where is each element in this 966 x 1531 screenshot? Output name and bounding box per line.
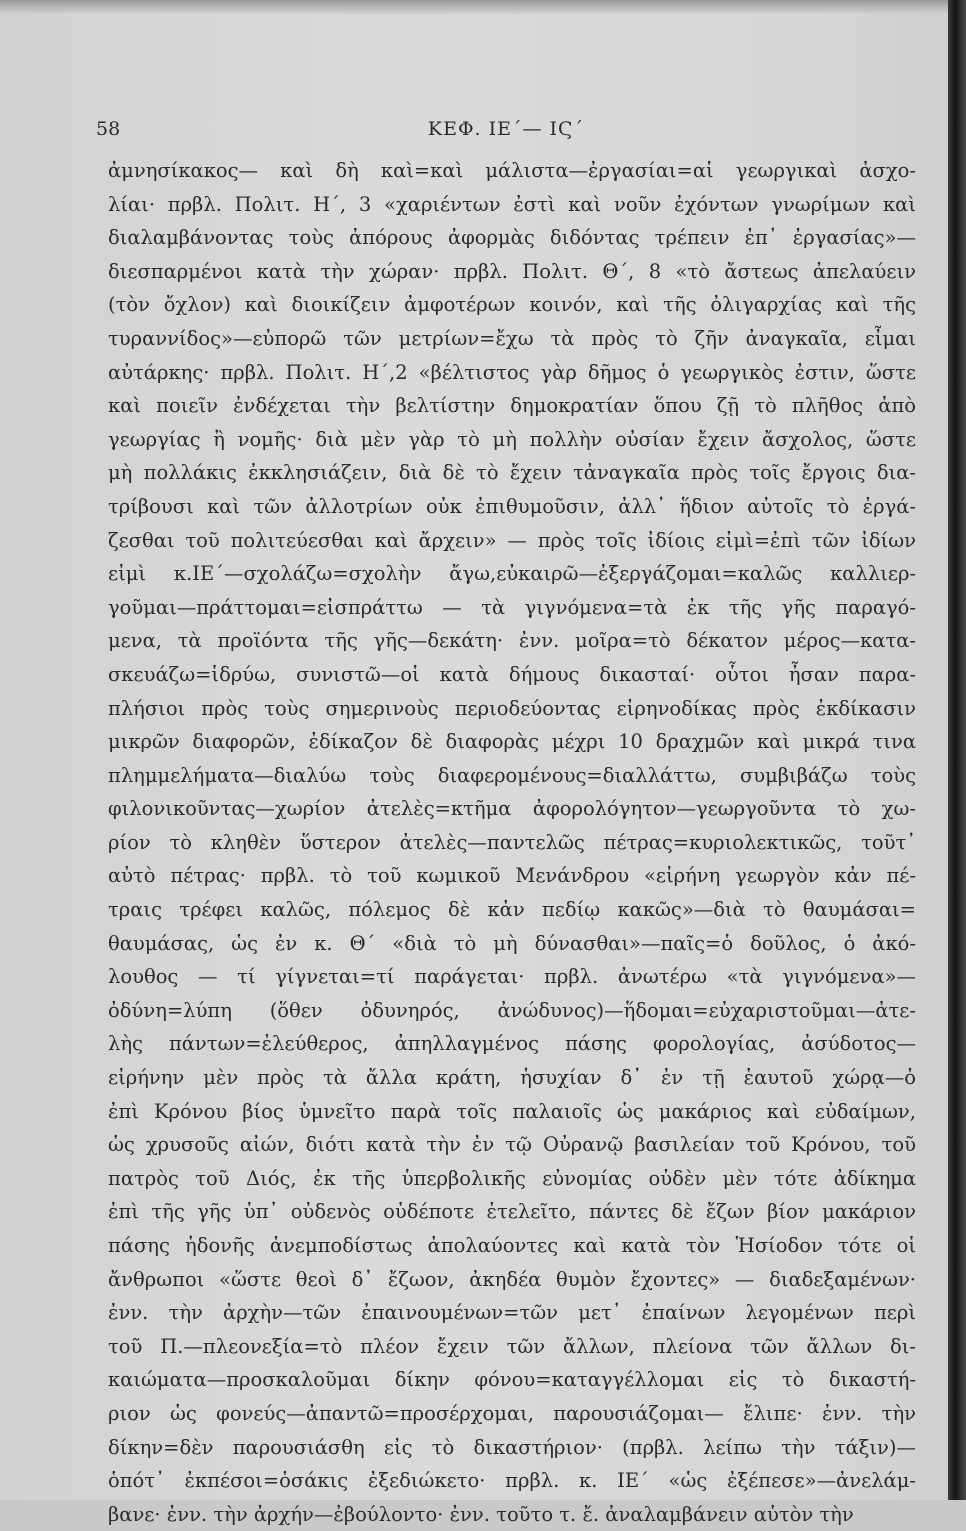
text-line: ζεσθαι τοῦ πολιτεύεσθαι καὶ ἄρχειν» — πρὸς τοῖς ἰδίοις εἰμὶ=ἐπὶ τῶν ἰδίων (108, 528, 916, 552)
text-line: δίκην=δὲν παρουσιάσθη εἰς τὸ δικαστήριον· (πρβλ. λείπω τὴν τάξιν)— (108, 1435, 916, 1459)
text-line: θαυμάσας, ὡς ἐν κ. Θ΄ «διὰ τὸ μὴ δύνασθαι»—παῖς=ὁ δοῦλος, ὁ ἀκό- (108, 931, 916, 955)
text-line: γεωργίας ἢ νομῆς· διὰ μὲν γὰρ τὸ μὴ πολλὴν οὐσίαν ἔχειν ἄσχολος, ὥστε (108, 427, 916, 451)
text-line: λὴς πάντων=ἐλεύθερος, ἀπηλλαγμένος πάσης φορολογίας, ἀσύδοτος— (108, 1032, 916, 1056)
text-line: (τὸν ὄχλον) καὶ διοικίζειν ἀμφοτέρων κοινόν, καὶ τῆς ὀλιγαρχίας καὶ τῆς (108, 293, 916, 317)
text-line: ἐπὶ Κρόνου βίος ὑμνεῖτο παρὰ τοῖς παλαιοῖς ὡς μακάριος καὶ εὐδαίμων, (108, 1099, 916, 1123)
text-line: ἄνθρωποι «ὥστε θεοὶ δ᾽ ἔζωον, ἀκηδέα θυμὸν ἔχοντες» — διαδεξαμένων· (108, 1267, 916, 1291)
text-line: ἐπὶ τῆς γῆς ὑπ᾽ οὐδενὸς οὐδέποτε ἐτελεῖτο, πάντες δὲ ἔζων βίον μακάριον (108, 1200, 916, 1224)
text-line: αὐτὸ πέτρας· πρβλ. τὸ τοῦ κωμικοῦ Μενάνδρου «εἰρήνη γεωργὸν κἀν πέ- (108, 864, 916, 888)
text-line: ἐνν. τὴν ἀρχὴν—τῶν ἐπαινουμένων=τῶν μετ᾽ ἐπαίνων λεγομένων περὶ (108, 1301, 916, 1325)
text-line: τοῦ Π.—πλεονεξία=τὸ πλέον ἔχειν τῶν ἄλλων, πλείονα τῶν ἄλλων δι- (108, 1334, 916, 1358)
page-number: 58 (96, 118, 121, 140)
running-head: ΚΕΦ. ΙΕ΄— ΙϚ΄ (427, 118, 585, 140)
text-line: καιώματα—προσκαλοῦμαι δίκην φόνου=καταγγέλλομαι εἰς τὸ δικαστή- (108, 1368, 916, 1392)
text-line: ριον ὡς φονεύς—ἀπαντῶ=προσέρχομαι, παρουσιάζομαι— ἔλιπε· ἐνν. τὴν (108, 1401, 916, 1425)
text-line: τραις τρέφει καλῶς, πόλεμος δὲ κἀν πεδίῳ κακῶς»—διὰ τὸ θαυμάσαι= (108, 898, 916, 922)
text-line: πλήσιοι πρὸς τοὺς σημερινοὺς περιοδεύοντας εἰρηνοδίκας πρὸς ἐκδίκασιν (108, 696, 916, 720)
text-line: διεσπαρμένοι κατὰ τὴν χώραν· πρβλ. Πολιτ. Θ΄, 8 «τὸ ἄστεως ἀπελαύειν (108, 259, 916, 283)
text-line: λίαι· πρβλ. Πολιτ. Η΄, 3 «χαριέντων ἐστὶ καὶ νοῦν ἐχόντων γνωρίμων καὶ (108, 192, 916, 216)
text-line: μὴ πολλάκις ἐκκλησιάζειν, διὰ δὲ τὸ ἔχειν τἀναγκαῖα πρὸς τοῖς ἔργοις δια- (108, 461, 916, 485)
page-header (96, 118, 916, 146)
text-line: τρίβουσι καὶ τῶν ἀλλοτρίων οὐκ ἐπιθυμοῦσιν, ἀλλ᾽ ἥδιον αὐτοῖς τὸ ἐργά- (108, 494, 916, 518)
text-line: πλημμελήματα—διαλύω τοὺς διαφερομένους=διαλλάττω, συμβιβάζω τοὺς (108, 763, 916, 787)
text-line: πατρὸς τοῦ Διός, ἐκ τῆς ὑπερβολικῆς εὐνομίας οὐδὲν μὲν τότε ἀδίκημα (108, 1166, 916, 1190)
book-binding-edge (948, 0, 966, 1500)
text-line: ρίον τὸ κληθὲν ὕστερον ἀτελὲς—παντελῶς πέτρας=κυριολεκτικῶς, τοῦτ᾽ (108, 830, 916, 854)
text-line: τυραννίδος»—εὐπορῶ τῶν μετρίων=ἔχω τὰ πρὸς τὸ ζῆν ἀναγκαῖα, εἶμαι (108, 326, 916, 350)
text-line: ἀμνησίκακος— καὶ δὴ καὶ=καὶ μάλιστα—ἐργασίαι=αἱ γεωργικαὶ ἀσχο- (108, 159, 916, 182)
text-line: μικρῶν διαφορῶν, ἐδίκαζον δὲ διαφορὰς μέχρι 10 δραχμῶν καὶ μικρά τινα (108, 730, 916, 754)
text-line: φιλονικοῦντας—χωρίον ἀτελὲς=κτῆμα ἀφορολόγητον—γεωργοῦντα τὸ χω- (108, 797, 916, 821)
text-line: γοῦμαι—πράττομαι=εἰσπράττω — τὰ γιγνόμενα=τὰ ἐκ τῆς γῆς παραγό- (108, 595, 916, 619)
body-text (108, 154, 916, 1531)
text-line: εἰμὶ κ.ΙΕ΄—σχολάζω=σχολὴν ἄγω,εὐκαιρῶ—ἐξεργάζομαι=καλῶς καλλιερ- (108, 562, 916, 586)
text-line: λουθος — τί γίγνεται=τί παράγεται· πρβλ. ἀνωτέρω «τὰ γιγνόμενα»— (108, 965, 916, 989)
top-shadow (0, 0, 950, 14)
text-line: πάσης ἡδονῆς ἀνεμποδίστως ἀπολαύοντες καὶ κατὰ τὸν Ἡσίοδον τότε οἱ (108, 1234, 916, 1257)
text-line: μενα, τὰ προϊόντα τῆς γῆς—δεκάτη· ἐνν. μοῖρα=τὸ δέκατον μέρος—κατα- (108, 629, 916, 653)
text-line: ὀδύνη=λύπη (ὅθεν ὀδυνηρός, ἀνώδυνος)—ἥδομαι=εὐχαριστοῦμαι—ἀτε- (108, 998, 916, 1022)
text-line: αὐτάρκης· πρβλ. Πολιτ. Η΄,2 «βέλτιστος γὰρ δῆμος ὁ γεωργικὸς ἐστιν, ὥστε (108, 360, 916, 384)
text-line: εἰρήνην μὲν πρὸς τὰ ἄλλα κράτη, ἡσυχίαν δ᾽ ἐν τῇ ἑαυτοῦ χώρᾳ—ὁ (108, 1066, 916, 1090)
text-line: διαλαμβάνοντας τοὺς ἀπόρους ἀφορμὰς διδόντας τρέπειν ἐπ᾽ ἐργασίας»— (108, 226, 916, 250)
text-line: βανε· ἐνν. τὴν ἀρχήν—ἐβούλοντο· ἐνν. τοῦτο τ. ἔ. ἀναλαμβάνειν αὐτὸν τὴν (108, 1502, 854, 1526)
text-line: καὶ ποιεῖν ἐνδέχεται τὴν βελτίστην δημοκρατίαν ὅπου ζῇ τὸ πλῆθος ἀπὸ (108, 394, 916, 418)
text-line: ὁπότ᾽ ἐκπέσοι=ὁσάκις ἐξεδιώκετο· πρβλ. κ. ΙΕ΄ «ὡς ἐξέπεσε»—ἀνελάμ- (108, 1469, 916, 1493)
text-line: σκευάζω=ἱδρύω, συνιστῶ—οἱ κατὰ δήμους δικασταί· οὗτοι ἦσαν παρα- (108, 662, 916, 686)
text-line: ὡς χρυσοῦς αἰών, διότι κατὰ τὴν ἐν τῷ Οὐρανῷ βασιλείαν τοῦ Κρόνου, τοῦ (108, 1133, 916, 1157)
